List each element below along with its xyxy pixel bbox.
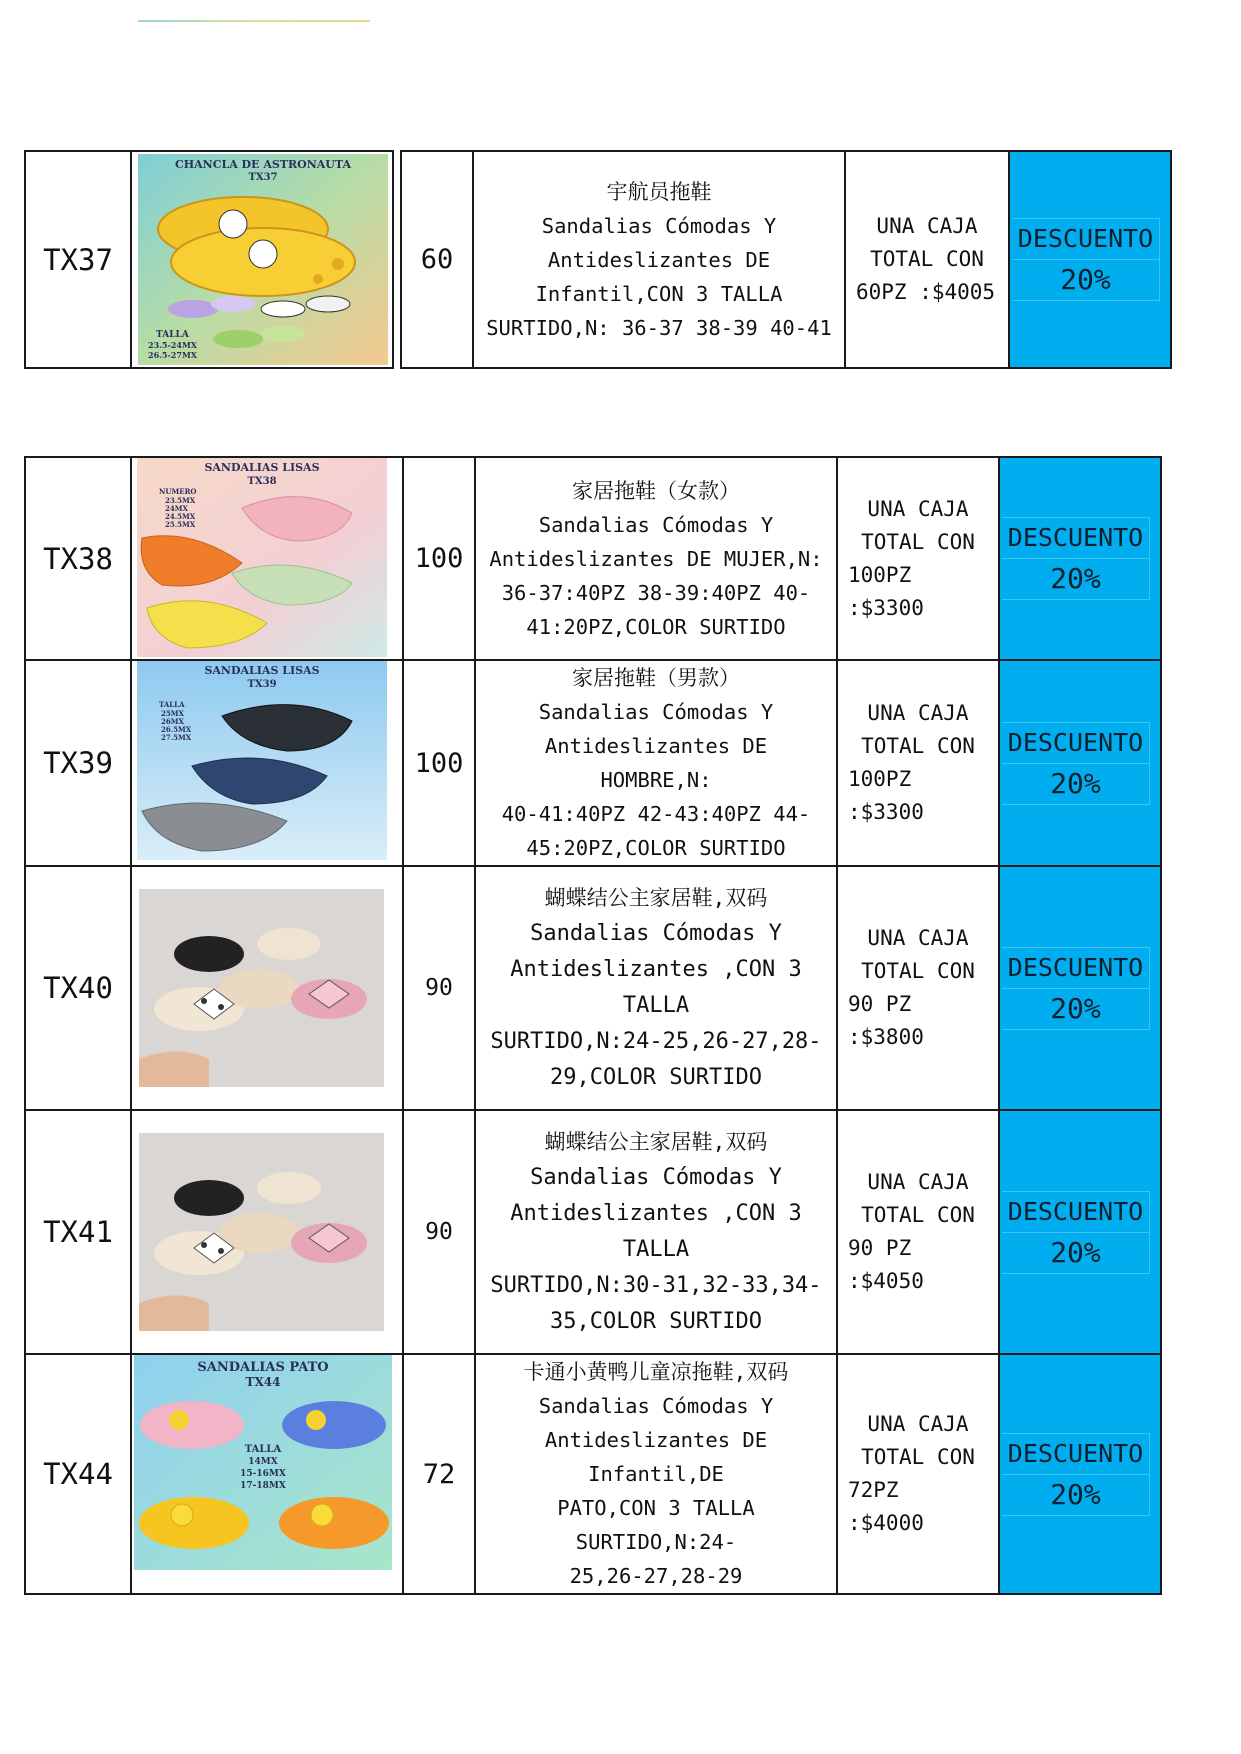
desc-line: Sandalias Cómodas Y (538, 512, 774, 537)
product-image-bow-slippers (139, 1133, 384, 1331)
price-line: TOTAL CON (861, 529, 975, 554)
quantity: 90 (403, 866, 475, 1110)
product-image-cell (131, 660, 403, 866)
discount-value: 20% (1050, 1235, 1101, 1269)
price-line: 90 PZ (848, 992, 912, 1016)
desc-line: Antideslizantes DE HOMBRE,N: (544, 734, 768, 792)
product-image-plain-sandals-women (137, 458, 387, 657)
table-row (25, 660, 1161, 866)
image-size: 26.5MX (161, 725, 192, 734)
quantity: 60 (401, 151, 473, 368)
image-size: 24MX (165, 504, 188, 513)
price-line: UNA CAJA (867, 1170, 969, 1194)
discount-label: DESCUENTO (1012, 219, 1159, 260)
price-line: TOTAL CON (870, 247, 984, 271)
image-size: 25.5MX (165, 520, 196, 529)
discount-label: DESCUENTO (1002, 1434, 1149, 1475)
product-image-plain-sandals-men (137, 661, 387, 860)
image-size: 25MX (161, 709, 184, 718)
product-image-bow-slippers (139, 889, 384, 1087)
image-size-label: TALLA (159, 700, 185, 709)
discount-cell (999, 1110, 1161, 1354)
price-line: UNA CAJA (867, 926, 969, 950)
desc-line: 36-37:40PZ 38-39:40PZ 40- (501, 580, 811, 605)
desc-line: Antideslizantes DE (547, 247, 771, 272)
image-size-label: TALLA (156, 330, 189, 340)
discount-box (1002, 1433, 1150, 1516)
product-image-astronaut-slippers (138, 154, 388, 365)
price-line: :$3300 (848, 800, 924, 824)
desc-line: SURTIDO,N:30-31,32-33,34- (490, 1273, 822, 1298)
product-code: TX44 (25, 1354, 131, 1594)
image-size-1: 23.5-24MX (148, 340, 197, 350)
discount-value: 20% (1050, 562, 1101, 595)
product-image-cell (131, 1110, 403, 1354)
desc-line: Infantil,CON 3 TALLA (535, 281, 783, 306)
quantity: 100 (403, 457, 475, 660)
product-image-cell (131, 866, 403, 1110)
image-size: 26MX (161, 717, 184, 726)
table-row (25, 866, 1161, 1110)
product-description (475, 660, 837, 866)
discount-box (1012, 218, 1160, 301)
product-description (475, 457, 837, 660)
discount-box (1002, 1191, 1150, 1274)
price-line: 90 PZ (848, 1236, 912, 1260)
product-image-cell (131, 457, 403, 660)
desc-line: PATO,CON 3 TALLA SURTIDO,N:24- (557, 1496, 755, 1554)
desc-line: Antideslizantes DE MUJER,N: (489, 546, 823, 571)
image-size: 17-18MX (240, 1481, 286, 1491)
image-code: TX44 (245, 1375, 281, 1389)
desc-chinese: 蝴蝶结公主家居鞋,双码 (544, 1130, 768, 1154)
image-title: SANDALIAS PATO (197, 1360, 329, 1375)
price-line: 72PZ (848, 1478, 899, 1502)
product-table-1 (24, 150, 1172, 369)
discount-cell (999, 1354, 1161, 1594)
image-size: 23.5MX (165, 496, 196, 505)
product-description (475, 1110, 837, 1354)
discount-cell (999, 866, 1161, 1110)
discount-label: DESCUENTO (1002, 518, 1149, 559)
quantity: 90 (403, 1110, 475, 1354)
discount-cell (999, 457, 1161, 660)
product-description (475, 1354, 837, 1594)
desc-line: Antideslizantes ,CON 3 TALLA (510, 1201, 802, 1262)
desc-line: 25,26-27,28-29 (569, 1564, 743, 1588)
table-row (25, 1110, 1161, 1354)
desc-chinese: 家居拖鞋（女款） (572, 478, 740, 503)
price-line: :$4000 (848, 1511, 924, 1535)
price-line: TOTAL CON (861, 1203, 975, 1227)
desc-line: Sandalias Cómodas Y (530, 1165, 782, 1190)
image-size: 14MX (248, 1457, 278, 1467)
desc-line: Sandalias Cómodas Y (538, 700, 774, 724)
price-info (837, 1354, 999, 1594)
price-info (837, 866, 999, 1110)
price-info (837, 457, 999, 660)
image-size-label: NUMERO (159, 487, 197, 496)
column-gap (393, 151, 401, 368)
desc-line: SURTIDO,N: 36-37 38-39 40-41 (486, 315, 832, 340)
desc-line: 45:20PZ,COLOR SURTIDO (526, 836, 786, 860)
product-table-2 (24, 456, 1162, 1595)
image-code: TX37 (248, 172, 278, 183)
price-line: TOTAL CON (861, 1445, 975, 1469)
desc-chinese: 蝴蝶结公主家居鞋,双码 (544, 886, 768, 910)
product-description (475, 866, 837, 1110)
image-size: 24.5MX (165, 512, 196, 521)
discount-cell (999, 660, 1161, 866)
price-line: UNA CAJA (867, 701, 969, 725)
product-image-duck-sandals (134, 1355, 392, 1570)
price-line: :$3300 (848, 595, 924, 620)
discount-box (1002, 947, 1150, 1030)
discount-value: 20% (1060, 263, 1111, 296)
image-title: SANDALIAS LISAS (204, 664, 320, 677)
product-code: TX37 (25, 151, 131, 368)
discount-value: 20% (1050, 766, 1101, 800)
price-info (837, 1110, 999, 1354)
price-line: UNA CAJA (876, 214, 978, 238)
price-line: 60PZ :$4005 (856, 280, 996, 304)
top-decorative-rule (138, 20, 370, 22)
discount-label: DESCUENTO (1002, 948, 1149, 989)
desc-line: SURTIDO,N:24-25,26-27,28- (490, 1029, 822, 1054)
discount-cell (1009, 151, 1171, 368)
price-line: 100PZ (848, 562, 912, 587)
desc-line: Antideslizantes DE Infantil,DE (544, 1428, 768, 1486)
desc-chinese: 宇航员拖鞋 (606, 179, 712, 204)
discount-value: 20% (1050, 991, 1101, 1025)
image-size: 27.5MX (161, 733, 192, 742)
product-code: TX39 (25, 660, 131, 866)
price-line: TOTAL CON (861, 734, 975, 758)
product-code: TX41 (25, 1110, 131, 1354)
image-size: 15-16MX (240, 1469, 286, 1479)
price-line: :$4050 (848, 1269, 924, 1293)
table-row (25, 457, 1161, 660)
desc-line: Sandalias Cómodas Y (541, 213, 777, 238)
discount-box (1002, 722, 1150, 805)
image-size-label: TALLA (244, 1444, 282, 1455)
price-info (837, 660, 999, 866)
discount-label: DESCUENTO (1002, 723, 1149, 764)
desc-line: Antideslizantes ,CON 3 TALLA (510, 957, 802, 1018)
product-image-cell (131, 1354, 403, 1594)
desc-chinese: 家居拖鞋（男款） (572, 666, 740, 690)
discount-value: 20% (1050, 1477, 1101, 1511)
image-title: CHANCLA DE ASTRONAUTA (174, 158, 352, 171)
discount-label: DESCUENTO (1002, 1192, 1149, 1233)
desc-line: Sandalias Cómodas Y (530, 921, 782, 946)
table-row (25, 151, 1171, 368)
desc-line: 35,COLOR SURTIDO (550, 1309, 762, 1334)
price-line: UNA CAJA (867, 1412, 969, 1436)
quantity: 100 (403, 660, 475, 866)
desc-line: 41:20PZ,COLOR SURTIDO (526, 614, 786, 639)
price-line: UNA CAJA (867, 496, 969, 521)
image-size-2: 26.5-27MX (148, 350, 197, 360)
desc-line: Sandalias Cómodas Y (538, 1394, 774, 1418)
discount-box (1002, 517, 1150, 600)
quantity: 72 (403, 1354, 475, 1594)
product-code: TX40 (25, 866, 131, 1110)
price-line: 100PZ (848, 767, 912, 791)
price-line: :$3800 (848, 1025, 924, 1049)
product-code: TX38 (25, 457, 131, 660)
product-image-cell (131, 151, 393, 368)
desc-line: 40-41:40PZ 42-43:40PZ 44- (501, 802, 811, 826)
price-info (845, 151, 1009, 368)
desc-chinese: 卡通小黄鸭儿童凉拖鞋,双码 (523, 1360, 789, 1384)
image-code: TX38 (247, 476, 277, 487)
product-description (473, 151, 845, 368)
image-title: SANDALIAS LISAS (204, 461, 320, 474)
table-row (25, 1354, 1161, 1594)
image-code: TX39 (247, 679, 277, 690)
desc-line: 29,COLOR SURTIDO (550, 1065, 762, 1090)
price-line: TOTAL CON (861, 959, 975, 983)
